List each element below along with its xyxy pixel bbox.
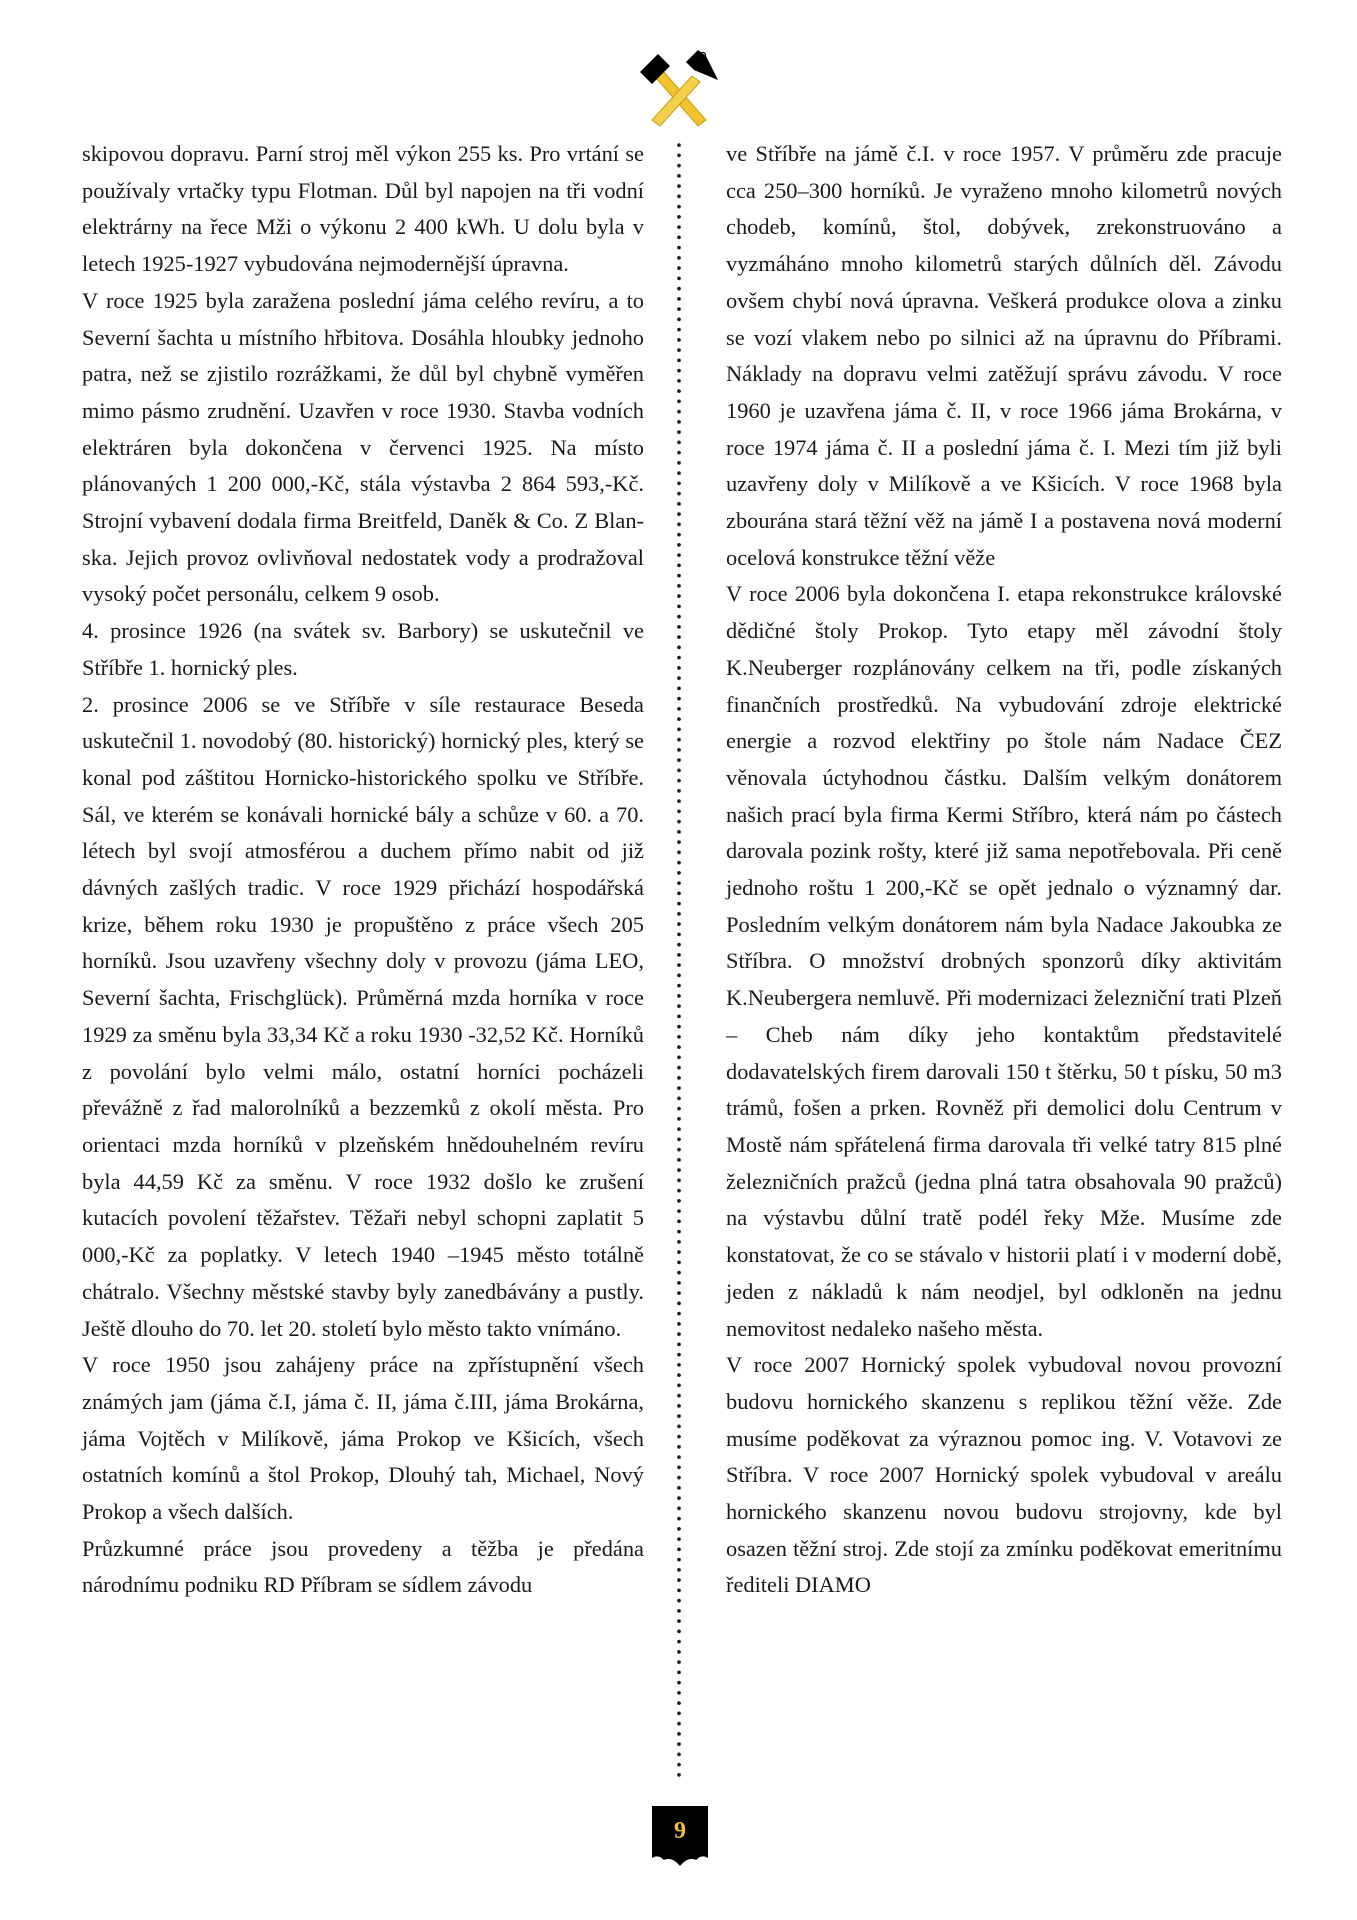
paragraph: Průzkumné práce jsou provedeny a těžba je předána národnímu podniku RD Příbram se sídlem závodu (82, 1535, 644, 1598)
paragraph: 2. prosince 2006 se ve Stříbře v síle restaurace Beseda uskutečnil 1. novodobý (80. historický) hornický ples, který se konal pod záštitou Hornicko-historického spolku ve Stříbře. Sál, ve kterém se konávali hornické bály a schůze v 60. a 70. létech byl svojí atmosférou a duchem přímo nabit od již dávných zašlých tradic. V roce 1929 přichází hospodářská krize, během roku 1930 je propuštěno z práce všech 205 horníků. Jsou uzavřeny všechny doly v provozu (jáma LEO, Severní šachta, Frischglück). Průměrná mzda horníka v roce 1929 za směnu byla 33,34 Kč a roku 1930 -32,52 Kč. Horníků z povolání bylo velmi málo, ostatní horníci pocházeli převážně z řad malorolníků a bezzemků z okolí města. Pro orientaci mzda horníků v plzeňském hnědouhelném revíru byla 44,59 Kč za směnu. V roce 1932 došlo ke zrušení kutacích povolení těžařstev. Těžaři nebyl schopni zaplatit 5 000,-Kč za poplatky. V letech 1940 –1945 město totálně chátralo. Všechny městské stavby byly zanedbávány a pustly. Ještě dlouho do 70. let 20. století bylo město takto vnímáno. (82, 691, 644, 1341)
right-column (726, 136, 1282, 1604)
paragraph: V roce 2007 Hornický spolek vybudoval novou provozní budovu hornického skanzenu s replikou těžní věže. Zde musíme poděkovat za výraznou pomoc ing. V. Votavovi ze Stříbra. V roce 2007 Hornický spolek vybudoval v areálu hornického skanzenu novou budovu strojovny, kde byl osazen těžní stroj. Zde stojí za zmínku poděkovat emeritnímu řediteli DIAMO (726, 1352, 1282, 1598)
paragraph: ve Stříbře na jámě č.I. v roce 1957. V průměru zde pracuje cca 250–300 horníků. Je vyraženo mnoho kilometrů nových chodeb, komínů, štol, dobývek, zrekonstruováno a vyzmáháno mnoho kilometrů starých důlních děl. Závodu ovšem chybí nová úpravna. Veškerá produkce olova a zinku se vozí vlakem nebo po silnici až na úpravnu do Příbrami. Náklady na dopravu velmi zatěžují správu závodu. V roce 1960 je uzavřena jáma č. II, v roce 1966 jáma Brokárna, v roce 1974 jáma č. II a poslední jáma č. I. Mezi tím již byli uzavřeny doly v Milíkově a ve Kšicích. V roce 1968 byla zbourána stará těžní věž na jámě I a postavena nová moderní ocelová konstrukce těžní věže (726, 141, 1282, 570)
crossed-hammers-icon (636, 48, 720, 130)
paragraph: V roce 1925 byla zaražena poslední jáma celého revíru, a to Severní šachta u místního hřbitova. Dosáhla hloubky jednoho patra, než se zjistilo rozrážkami, že důl byl chybně vyměřen mimo pásmo zrudnění. Uzavřen v roce 1930. Stavba vodních elektráren byla dokončena v červenci 1925. Na místo plánovaných 1 200 000,-Kč, stála výstavba 2 864 593,-Kč. Strojní vybavení dodala firma Breitfeld, Daněk & Co. Z Blanska. Jejich provoz ovlivňoval nedostatek vody a prodražoval vysoký počet personálu, celkem 9 osob. (82, 287, 644, 607)
paragraph: 4. prosince 1926 (na svátek sv. Barbory) se uskutečnil ve Stříbře 1. hornický ples. (82, 618, 644, 680)
paragraph: skipovou dopravu. Parní stroj měl výkon 255 ks. Pro vrtání se používaly vrtačky typu Flotman. Důl byl napojen na tři vodní elektrárny na řece Mži o výkonu 2 400 kWh. U dolu byla v letech 1925-1927 vybudována nejmodernější úpravna. (82, 141, 644, 277)
dotted-column-divider (677, 140, 681, 1780)
left-column (82, 136, 644, 1604)
page-number: 9 (674, 1818, 686, 1844)
paragraph: V roce 2006 byla dokončena I. etapa rekonstrukce královské dědičné štoly Prokop. Tyto etapy měl závodní štoly K.Neuberger rozplánovány celkem na tři, podle získaných finančních prostředků. Na vybudování zdroje elektrické energie a rozvod elektřiny po štole nám Nadace ČEZ věnovala úctyhodnou částku. Dalším velkým donátorem našich prací byla firma Kermi Stříbro, která nám po částech darovala pozink rošty, které již sama nepotřebovala. Při ceně jednoho roštu 1 200,-Kč se opět jednalo o významný dar. Posledním velkým donátorem nám byla Nadace Jakoubka ze Stříbra. O množství drobných sponzorů díky aktivitám K.Neubergera nemluvě. Při modernizaci železniční trati Plzeň – Cheb nám díky jeho kontaktům představitelé dodavatelských firem darovali 150 t štěrku, 50 t písku, 50 m3 trámů, fošen a prken. Rovněž při demolici dolu Centrum v Mostě nám spřátelená firma darovala tři velké tatry 815 plné železničních pražců (jedna plná tatra obsahovala 90 pražců) na výstavbu důlní tratě podél řeky Mže. Musíme zde konstatovat, že co se stávalo v historii platí i v moderní době, jeden z nákladů k nám neodjel, byl odkloněn na jednu nemovitost nedaleko našeho města. (726, 581, 1282, 1341)
paragraph: V roce 1950 jsou zahájeny práce na zpřístupnění všech známých jam (jáma č.I, jáma č. II, jáma č.III, jáma Brokárna, jáma Vojtěch v Milíkově, jáma Prokop ve Kšicích, všech ostatních komínů a štol Prokop, Dlouhý tah, Michael, Nový Prokop a všech dalších. (82, 1352, 644, 1525)
